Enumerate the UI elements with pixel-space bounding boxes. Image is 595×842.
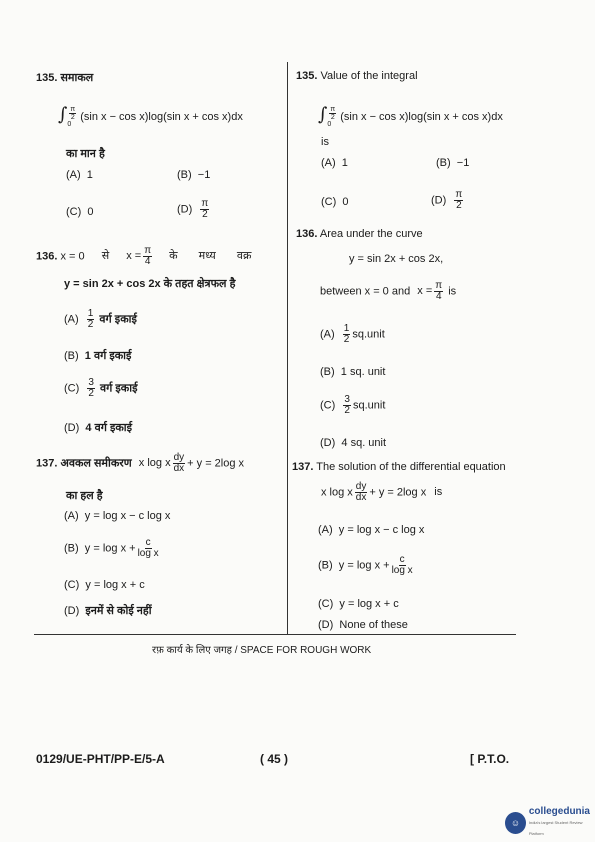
q136-hi-option-d: (D) 4 वर्ग इकाई bbox=[64, 422, 133, 434]
q136-en-option-c: (C) $\frac{3}{2}$ sq.unit bbox=[320, 394, 386, 416]
page-number: ( 45 ) bbox=[260, 752, 289, 766]
q137-hi-suffix: का हल है bbox=[66, 490, 103, 502]
paper-code: 0129/UE-PHT/PP-E/5-A bbox=[36, 752, 165, 766]
integrand: (sin x − cos x)log(sin x + cos x)dx bbox=[340, 111, 503, 123]
column-divider bbox=[287, 62, 288, 634]
integral-limits: $\frac{\pi}{2}$ 0 bbox=[327, 105, 336, 128]
q136-hi-option-b: (B) 1 वर्ग इकाई bbox=[64, 350, 132, 362]
q135-hi-title: समाकल bbox=[60, 72, 94, 84]
q136-en-option-b: (B) 1 sq. unit bbox=[320, 366, 386, 378]
q137-en-option-c: (C) y = log x + c bbox=[318, 598, 399, 610]
q136-en-option-a: (A) $\frac{1}{2}$ sq.unit bbox=[320, 323, 385, 345]
q135-hi-heading bbox=[36, 70, 93, 85]
mascot-icon: ☺ bbox=[505, 812, 526, 834]
rough-work-label: रफ़ कार्य के लिए जगह / SPACE FOR ROUGH WORK bbox=[152, 645, 372, 656]
q135-en-option-b: (B) −1 bbox=[436, 157, 470, 169]
q135-hi-option-d: (D) $\frac{\pi}{2}$ bbox=[177, 198, 209, 220]
q136-hi-option-c: (C) $\frac{3}{2}$ वर्ग इकाई bbox=[64, 377, 138, 399]
q135-hi-option-c: (C) 0 bbox=[66, 206, 94, 218]
collegedunia-logo: ☺ collegedunia India's largest Student Review Platform bbox=[505, 806, 595, 839]
q136-en-heading: 136. Area under the curve bbox=[296, 228, 423, 240]
q135-hi-suffix: का मान है bbox=[66, 148, 105, 160]
q136-hi-line1: 136. x = 0 से x = $\frac{\pi}{4}$ के मध्य वक्र bbox=[36, 245, 252, 267]
integral-sign: ∫ bbox=[58, 104, 68, 125]
pto-label: [ P.T.O. bbox=[470, 752, 510, 766]
q135-hi-option-b: (B) −1 bbox=[177, 169, 211, 181]
q136-hi-option-a: (A) $\frac{1}{2}$ वर्ग इकाई bbox=[64, 308, 137, 330]
q136-en-curve: y = sin 2x + cos 2x, bbox=[349, 253, 444, 265]
q136-hi-line2: y = sin 2x + cos 2x के तहत क्षेत्रफल है bbox=[64, 278, 236, 290]
q137-hi-option-a: (A) y = log x − c log x bbox=[64, 510, 171, 522]
q137-hi-option-d: (D) इनमें से कोई नहीं bbox=[64, 605, 152, 617]
q135-en-option-c: (C) 0 bbox=[321, 196, 349, 208]
q137-hi-heading: 137. अवकल समीकरण x log x $\frac{dy}{dx}$ + y = 2log x bbox=[36, 452, 245, 474]
q135-en-suffix: is bbox=[321, 136, 329, 148]
q135-en-option-d: (D) $\frac{\pi}{2}$ bbox=[431, 189, 463, 211]
integrand: (sin x − cos x)log(sin x + cos x)dx bbox=[80, 111, 243, 123]
q137-en-option-d: (D) None of these bbox=[318, 619, 408, 631]
question-number: 135. bbox=[36, 72, 58, 84]
q135-en-heading: 135. Value of the integral bbox=[296, 70, 418, 82]
q137-hi-option-c: (C) y = log x + c bbox=[64, 579, 145, 591]
q137-hi-option-b: (B) y = log x + $\frac{c}{\text{log x}}$ bbox=[64, 537, 159, 559]
integral-limits: $\frac{\pi}{2}$ 0 bbox=[67, 105, 76, 128]
q137-en-option-a: (A) y = log x − c log x bbox=[318, 524, 425, 536]
q135-en-option-a: (A) 1 bbox=[321, 157, 348, 169]
q136-en-option-d: (D) 4 sq. unit bbox=[320, 437, 387, 449]
q135-hi-option-a: (A) 1 bbox=[66, 169, 93, 181]
integral-sign: ∫ bbox=[318, 104, 328, 125]
q135-hi-integral bbox=[58, 104, 243, 129]
q137-en-option-b: (B) y = log x + $\frac{c}{\text{log x}}$ bbox=[318, 554, 413, 576]
bottom-rule bbox=[34, 634, 516, 635]
q135-en-integral bbox=[318, 104, 503, 129]
q137-en-heading: 137. The solution of the differential equation bbox=[292, 461, 506, 473]
q137-en-equation: x log x $\frac{dy}{dx}$ + y = 2log x is bbox=[321, 481, 443, 503]
q136-en-between: between x = 0 and x = $\frac{\pi}{4}$ is bbox=[320, 280, 457, 302]
